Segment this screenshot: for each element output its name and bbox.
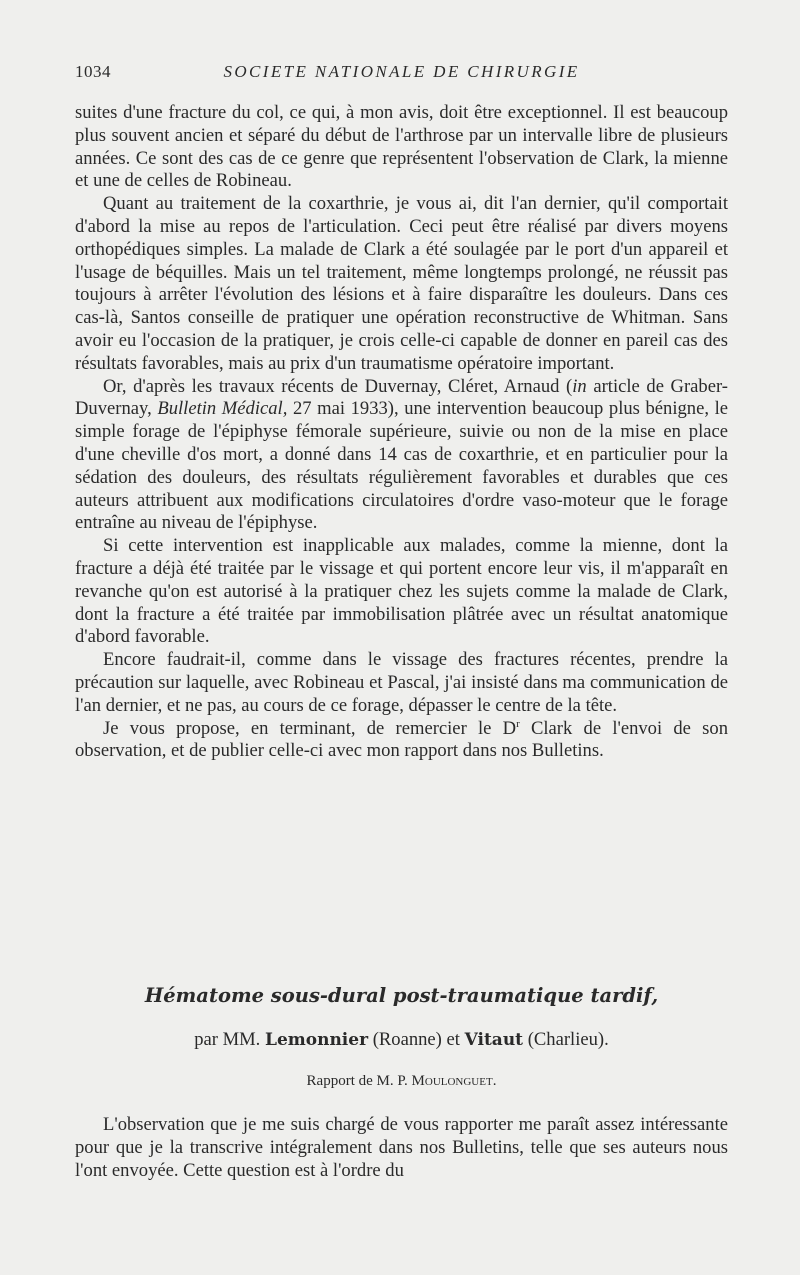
article-section [75,984,728,1182]
text-run: article de Graber-Duvernay, [75,375,728,420]
page-header [75,62,728,88]
paragraph: L'observation que je me suis chargé de vous rapporter me paraît assez intéressante pour que je la transcrive intégralement dans nos Bulletins, telle que ses auteurs nous l'ont envoyée. Cette question est à l'ordre du [75,1114,728,1181]
author-place: (Charlieu). [527,1029,609,1050]
text-run: 27 mai 1933), une intervention beaucoup plus bénigne, le simple forage de l'épiphyse fémorale supérieure, suivie ou non de la mise en place d'une cheville d'os mort, a donné dans 14 cas de coxarthrie, et en particulier pour la sédation des douleurs, des résultats régulièrement favorables et durables que ces auteurs attribuent aux modifications circulatoires d'ordre vaso-moteur que le forage entraîne au niveau de l'épiphyse. [75,398,728,534]
paragraph: Si cette intervention est inapplicable aux malades, comme la mienne, dont la fracture a déjà été traitée par le vissage et qui portent encore leur vis, il m'apparaît en revanche qu'on est autorisé à la pratiquer chez les sujets comme la malade de Clark, dont la fracture a été traitée par immobilisation plâtrée avec un résultat anatomique d'abord favorable. [75,535,728,648]
running-title: SOCIETE NATIONALE DE CHIRURGIE [223,62,580,81]
authors-line [75,1029,728,1051]
author-name: Vitaut [464,1030,524,1050]
article-body [75,1114,728,1182]
paragraph: Encore faudrait-il, comme dans le vissage des fractures récentes, prendre la précaution sur laquelle, avec Robineau et Pascal, j'ai insisté dans ma communication de l'an dernier, et ne pas, au cours de ce forage, dépasser le centre de la tête. [75,649,728,716]
author-place: (Roanne) [372,1029,442,1050]
text-run: Clark de l'envoi de son observation, et de publier celle-ci avec mon rapport dans nos Bulletins. [75,717,728,762]
authors-conjunction: et [446,1029,460,1050]
text-run: Or, d'après les travaux récents de Duvernay, Cléret, Arnaud ( [103,375,573,397]
article-title: Hématome sous-dural post-traumatique tardif, [144,984,659,1007]
paragraph: Quant au traitement de la coxarthrie, je vous ai, dit l'an dernier, qu'il comportait d'abord la mise au repos de l'articulation. Ceci peut être réalisé par divers moyens orthopédiques simples. La malade de Clark a été soulagée par le port d'un appareil et l'usage de béquilles. Mais un tel traitement, même longtemps prolongé, ne réussit pas toujours à arrêter l'évolution des lésions et à faire disparaître les douleurs. Dans ces cas-là, Santos conseille de pratiquer une opération reconstructive de Whitman. Sans avoir eu l'occasion de la pratiquer, je crois celle-ci capable de donner en pareil cas des résultats favorables, mais au prix d'un traumatisme opératoire important. [75,193,728,374]
report-body [75,102,728,763]
authors-prefix: par MM. [194,1029,261,1050]
author-name: Lemonnier [264,1030,369,1050]
superscript: r [516,717,520,730]
paragraph [75,718,728,764]
page-number: 1034 [75,62,111,81]
journal-citation: Bulletin Médical, [157,398,288,420]
reporter-name: Moulonguet. [411,1073,497,1089]
italic-in: in [572,375,587,397]
report-prefix: Rapport de M. P. [306,1073,408,1089]
report-line [75,1073,728,1090]
text-run: Je vous propose, en terminant, de remercier le D [103,717,517,739]
paragraph: suites d'une fracture du col, ce qui, à mon avis, doit être exceptionnel. Il est beaucoup plus souvent ancien et séparé du début de l'arthrose par un intervalle libre de plusieurs années. Ce sont des cas de ce genre que représentent l'observation de Clark, la mienne et une de celles de Robineau. [75,102,728,192]
paragraph [75,376,728,536]
